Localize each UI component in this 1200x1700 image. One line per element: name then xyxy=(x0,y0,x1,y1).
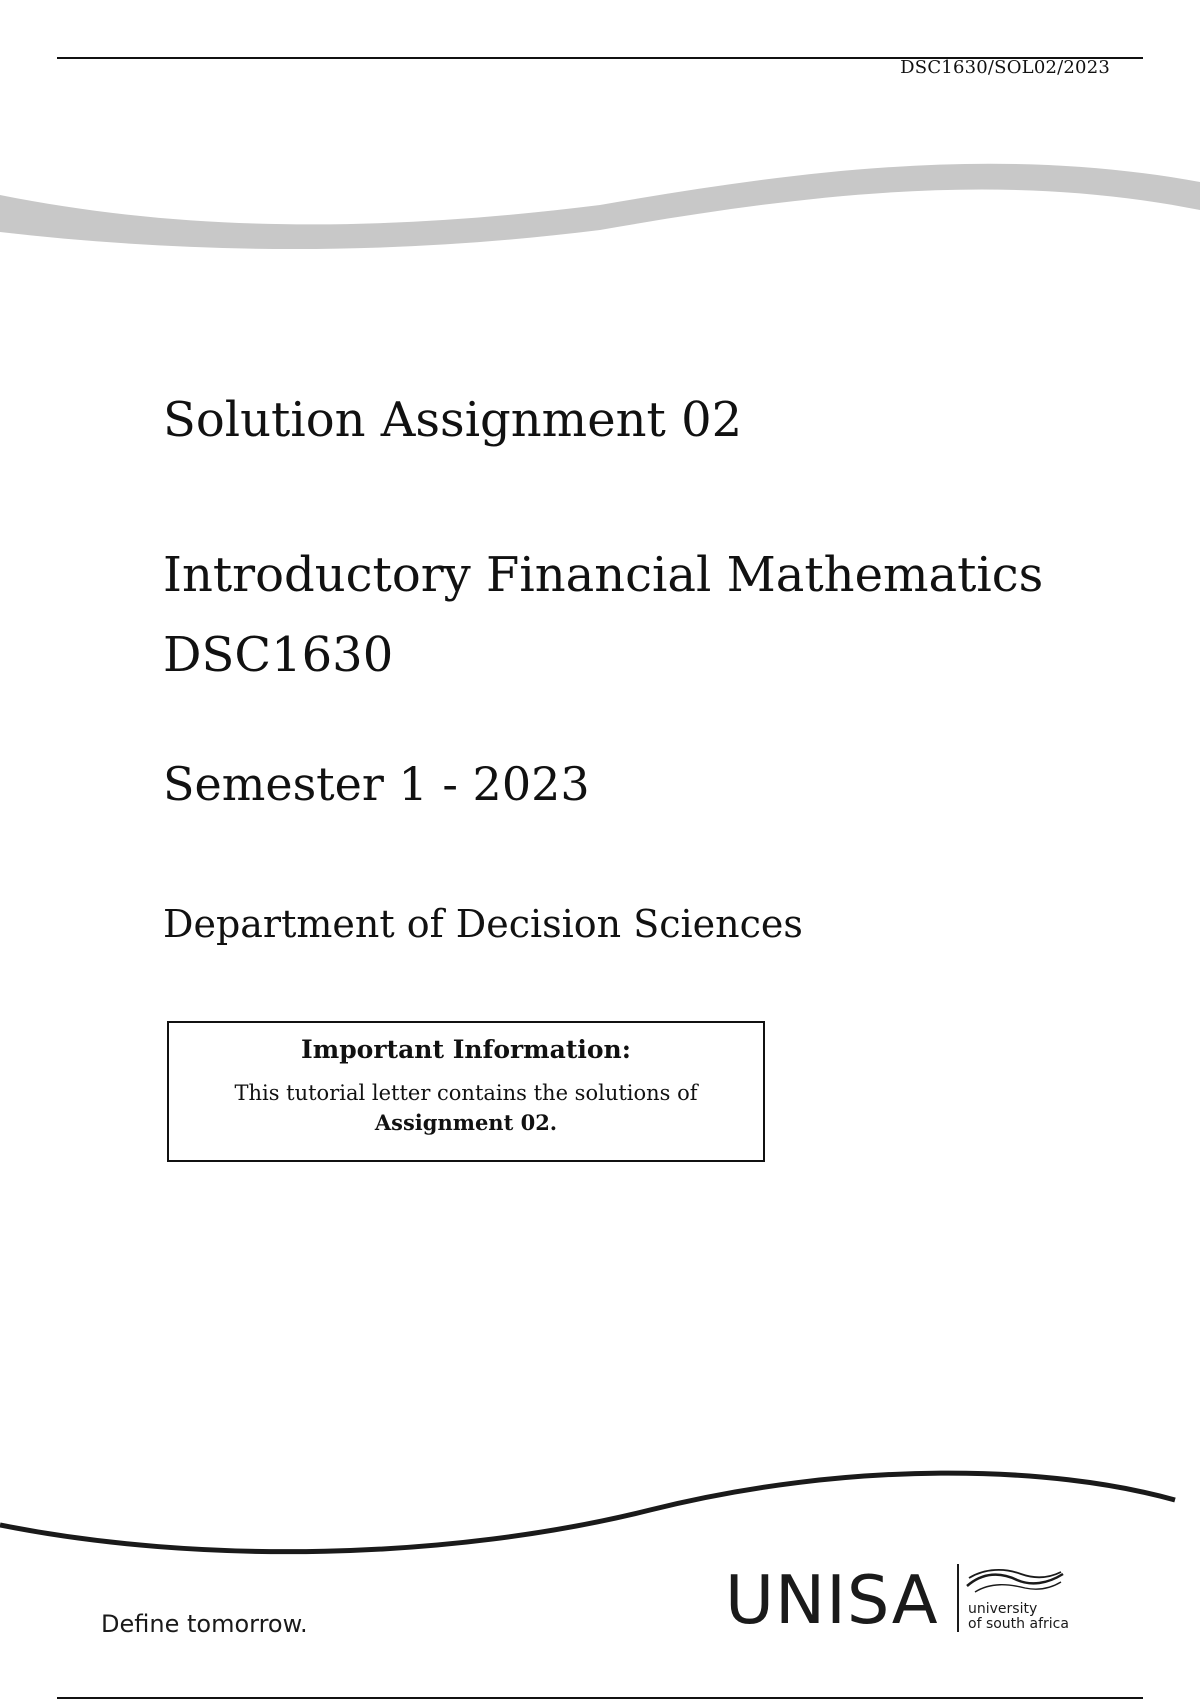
course-code: DSC1630 xyxy=(163,627,394,683)
logo-subtext xyxy=(968,1602,1069,1632)
logo-subtext-line2: of south africa xyxy=(968,1616,1069,1632)
logo-wordmark: UNISA xyxy=(725,1561,939,1639)
department-name: Department of Decision Sciences xyxy=(163,902,803,946)
info-box-body-bold: Assignment 02. xyxy=(374,1110,558,1135)
page-title: Solution Assignment 02 xyxy=(163,392,743,448)
info-box-title: Important Information: xyxy=(301,1035,631,1064)
unisa-wave-emblem-icon xyxy=(965,1566,1065,1594)
info-box-body-text: This tutorial letter contains the solutions of xyxy=(234,1081,698,1105)
unisa-logo xyxy=(725,1560,1070,1640)
semester-label: Semester 1 - 2023 xyxy=(163,757,590,811)
logo-subtext-line1: university xyxy=(968,1601,1038,1617)
top-decorative-wave xyxy=(0,140,1200,260)
bottom-decorative-wave xyxy=(0,1460,1200,1560)
footer-tagline: Define tomorrow. xyxy=(101,1610,308,1638)
logo-divider xyxy=(957,1564,959,1632)
course-name: Introductory Financial Mathematics xyxy=(163,547,1044,603)
document-code: DSC1630/SOL02/2023 xyxy=(900,57,1110,78)
important-information-box xyxy=(167,1021,765,1162)
bottom-rule xyxy=(57,1697,1143,1699)
info-box-body xyxy=(169,1079,763,1137)
